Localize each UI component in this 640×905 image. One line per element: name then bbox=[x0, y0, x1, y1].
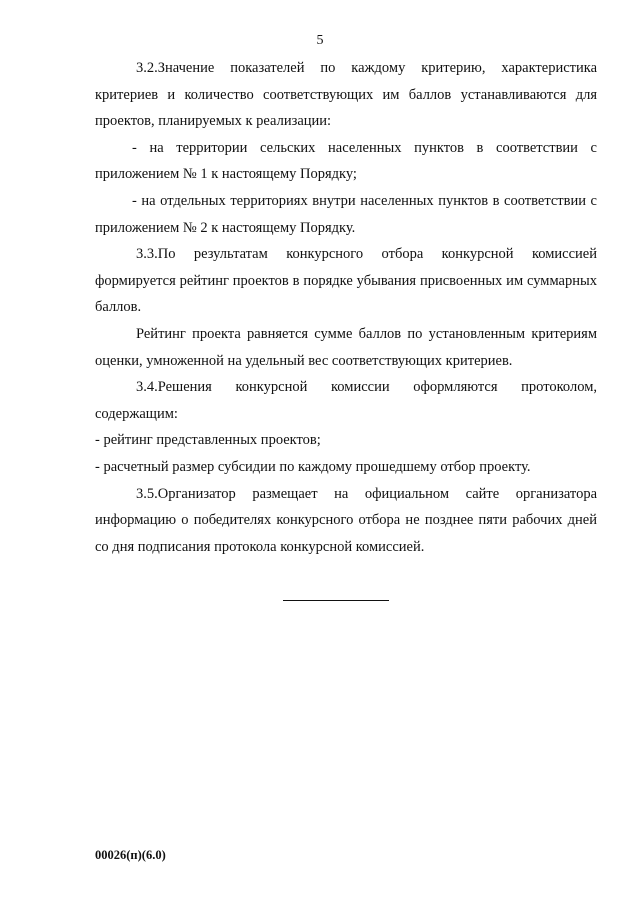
paragraph-3-5: 3.5.Организатор размещает на официальном сайте организатора информацию о победителях конкурсного отбора не позднее пяти рабочих дней со дня подписания протокола конкурсной комиссией. bbox=[95, 485, 597, 555]
page-number: 5 bbox=[316, 33, 324, 48]
document-body bbox=[95, 55, 597, 560]
paragraph-3-3: 3.3.По результатам конкурсного отбора конкурсной комиссией формируется рейтинг проектов в порядке убывания присвоенных им суммарных баллов. bbox=[95, 246, 597, 316]
document-code: 00026(п)(6.0) bbox=[95, 848, 166, 862]
paragraph-3-2: 3.2.Значение показателей по каждому критерию, характеристика критериев и количество соответствующих им баллов устанавливаются для проектов, планируемых к реализации: bbox=[95, 60, 597, 130]
end-divider bbox=[283, 600, 389, 601]
paragraph-rating: Рейтинг проекта равняется сумме баллов по установленным критериям оценки, умноженной на удельный вес соответствующих критериев. bbox=[95, 325, 597, 369]
list-item-project-rating: - рейтинг представленных проектов; bbox=[95, 432, 321, 449]
list-item-rural-settlements: - на территории сельских населенных пунктов в соответствии с приложением № 1 к настоящему Порядку; bbox=[95, 139, 597, 183]
paragraph-3-4: 3.4.Решения конкурсной комиссии оформляются протоколом, содержащим: bbox=[95, 379, 597, 422]
list-item-subsidy-amount: - расчетный размер субсидии по каждому прошедшему отбор проекту. bbox=[95, 458, 531, 475]
list-item-separate-territories: - на отдельных территориях внутри населенных пунктов в соответствии с приложением № 2 к настоящему Порядку. bbox=[95, 192, 597, 236]
